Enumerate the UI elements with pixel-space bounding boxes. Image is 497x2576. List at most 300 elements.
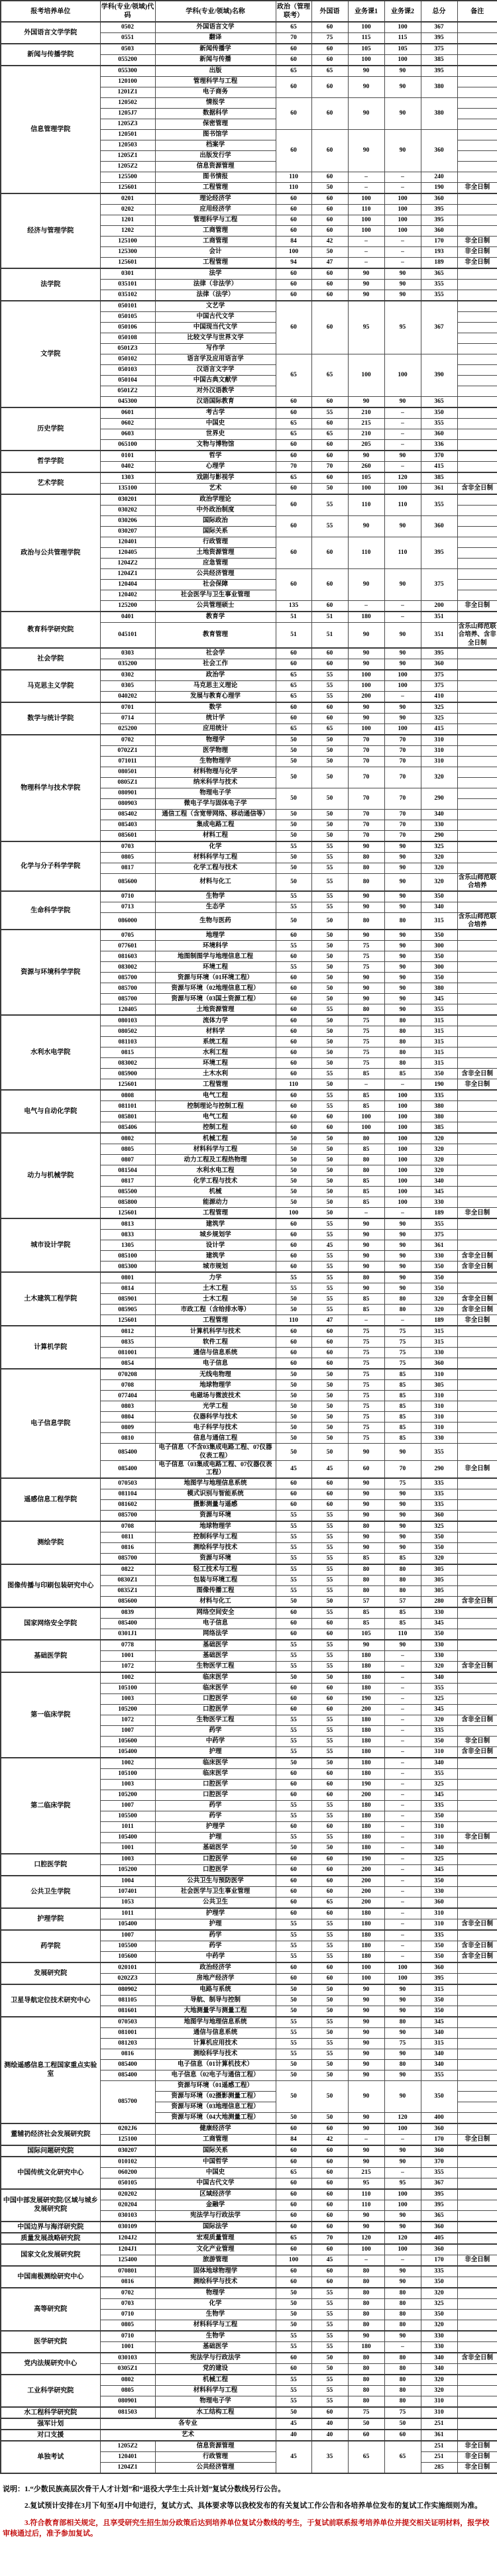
code-cell: 0817 <box>100 1176 155 1187</box>
score-cell: 55 <box>311 1640 348 1651</box>
score-cell: 100 <box>384 193 421 205</box>
score-cell: 55 <box>276 841 311 853</box>
score-cell: 110 <box>276 183 311 194</box>
score-cell: 55 <box>311 2309 348 2320</box>
college-cell: 工业科学研究院 <box>1 2375 100 2407</box>
remark-cell <box>457 429 497 440</box>
score-cell: – <box>348 172 384 183</box>
score-cell: 90 <box>348 1984 384 1996</box>
score-cell: 95 <box>384 2178 421 2189</box>
program-name-cell: 出版 <box>155 66 276 77</box>
remark-cell <box>457 863 497 874</box>
program-name-cell: 哲学 <box>155 451 276 462</box>
score-cell: 85 <box>348 1553 384 1564</box>
remark-cell: 含非全日制 <box>457 1261 497 1273</box>
score-cell: 90 <box>384 397 421 408</box>
score-cell: 90 <box>384 891 421 902</box>
code-cell: 085900 <box>100 1069 155 1079</box>
score-cell: 70 <box>384 810 421 820</box>
program-name-cell: 软件工程 <box>155 1337 276 1348</box>
remark-cell <box>457 1704 497 1715</box>
total-cell: 330 <box>421 1348 457 1358</box>
program-name-cell: 生物学 <box>155 2331 276 2342</box>
code-cell: 085400 <box>100 2070 155 2080</box>
program-name-cell: 管理科学与工程 <box>155 215 276 226</box>
remark-cell <box>457 1995 497 2006</box>
remark-cell <box>457 472 497 484</box>
remark-cell <box>457 612 497 623</box>
score-cell: 60 <box>276 1261 311 1273</box>
program-name-cell: 政治学理论 <box>155 494 276 506</box>
program-name-cell: 中国哲学 <box>155 2157 276 2168</box>
score-cell: 50 <box>276 1133 311 1144</box>
total-cell: 340 <box>421 902 457 912</box>
score-cell: 90 <box>384 1542 421 1553</box>
score-cell: 70 <box>384 820 421 831</box>
code-cell: 0802 <box>100 1133 155 1144</box>
score-cell: 90 <box>384 66 421 77</box>
score-cell: 60 <box>276 215 311 226</box>
total-cell: 350 <box>421 1283 457 1294</box>
remark-cell <box>457 1230 497 1240</box>
score-cell: 60 <box>276 1779 311 1790</box>
score-cell: 100 <box>348 1112 384 1122</box>
score-cell: 100 <box>348 1973 384 1984</box>
score-cell: 50 <box>311 1079 348 1091</box>
code-cell: 105200 <box>100 1790 155 1800</box>
score-cell: – <box>384 612 421 623</box>
remark-cell: 含乐山师范联合培养、含非全日制 <box>457 623 497 649</box>
program-name-cell: 信息资源管理 <box>155 2441 276 2452</box>
total-cell: 355 <box>421 1683 457 1693</box>
remark-cell <box>457 151 497 162</box>
score-cell: 90 <box>384 98 421 130</box>
score-cell: 55 <box>276 1715 311 1725</box>
score-cell: 60 <box>276 226 311 237</box>
program-name-cell: 药学 <box>155 1941 276 1951</box>
program-name-cell: 马克思主义理论 <box>155 681 276 692</box>
score-cell: 55 <box>276 2375 311 2386</box>
score-cell: 90 <box>384 973 421 983</box>
code-cell: 125100 <box>100 237 155 247</box>
score-cell: 90 <box>384 623 421 649</box>
code-cell: 040202 <box>100 692 155 703</box>
remark-cell <box>457 1779 497 1790</box>
remark-cell <box>457 1015 497 1026</box>
remark-cell <box>457 590 497 601</box>
score-cell: 55 <box>311 1553 348 1564</box>
code-cell: 035200 <box>100 659 155 671</box>
score-cell: 80 <box>348 863 384 874</box>
program-name-cell: 土地资源管理 <box>155 548 276 559</box>
score-cell: 60 <box>276 1821 311 1832</box>
score-cell: 60 <box>311 215 348 226</box>
score-cell: 80 <box>348 2385 384 2396</box>
remark-cell <box>457 301 497 312</box>
program-name-cell: 临床医学 <box>155 1758 276 1769</box>
score-cell: 80 <box>384 2298 421 2309</box>
program-name-cell: 法学 <box>155 268 276 280</box>
score-cell: 75 <box>384 2038 421 2049</box>
score-cell: 70 <box>348 831 384 842</box>
score-cell: 90 <box>348 1444 384 1461</box>
score-cell: 75 <box>348 941 384 951</box>
score-cell: 100 <box>384 1176 421 1187</box>
program-name-cell: 图像传播工程 <box>155 1585 276 1596</box>
code-cell: 065100 <box>100 440 155 451</box>
score-cell: 50 <box>276 1444 311 1461</box>
score-cell: 50 <box>276 1422 311 1433</box>
score-cell: – <box>384 692 421 703</box>
total-cell: 355 <box>421 1444 457 1461</box>
score-cell: 60 <box>311 2244 348 2255</box>
remark-cell <box>457 215 497 226</box>
total-cell: 350 <box>421 930 457 941</box>
score-cell: 55 <box>311 1951 348 1962</box>
score-cell: 45 <box>276 1461 311 1478</box>
remark-cell <box>457 1391 497 1401</box>
score-cell: 90 <box>384 951 421 962</box>
score-cell: 55 <box>276 1832 311 1843</box>
score-cell: 75 <box>348 1337 384 1348</box>
remark-cell <box>457 2266 497 2277</box>
total-cell: 360 <box>421 130 457 172</box>
code-cell: 0817 <box>100 863 155 874</box>
score-cell: 120 <box>384 2233 421 2244</box>
remark-cell <box>457 386 497 397</box>
score-cell: 50 <box>311 951 348 962</box>
code-cell: 030202 <box>100 506 155 516</box>
program-name-cell: 大地测量学与测量工程 <box>155 2006 276 2017</box>
program-name-cell: 图书馆学 <box>155 130 276 140</box>
code-cell: 120405 <box>100 1004 155 1016</box>
college-cell: 国家文化发展研究院 <box>1 2244 100 2266</box>
total-cell: 355 <box>421 2070 457 2080</box>
score-cell: 100 <box>348 226 384 237</box>
remark-cell <box>457 930 497 941</box>
remark-cell <box>457 902 497 912</box>
score-cell: 50 <box>311 788 348 810</box>
code-cell: 050101 <box>100 301 155 312</box>
code-cell: 105400 <box>100 1746 155 1758</box>
code-cell: 080901 <box>100 788 155 799</box>
remark-cell <box>457 841 497 853</box>
score-cell: 50 <box>311 1596 348 1607</box>
score-cell: – <box>384 1661 421 1672</box>
remark-cell <box>457 1930 497 1941</box>
score-cell: 51 <box>311 612 348 623</box>
score-cell: 80 <box>384 2396 421 2407</box>
score-cell: – <box>384 1800 421 1811</box>
score-cell: 50 <box>311 1433 348 1444</box>
total-cell: 320 <box>421 1305 457 1315</box>
code-cell: 020101 <box>100 1962 155 1974</box>
score-cell: 60 <box>276 1908 311 1919</box>
total-cell: 367 <box>421 2178 457 2189</box>
program-name-cell: 电磁场与微波技术 <box>155 1391 276 1401</box>
score-cell: 60 <box>276 1230 311 1240</box>
score-cell: 90 <box>348 2222 384 2233</box>
code-cell: 1204Z2 <box>100 559 155 569</box>
score-cell: 60 <box>311 569 348 601</box>
score-cell: 60 <box>311 2200 348 2210</box>
program-name-cell: 控制工程 <box>155 1122 276 1134</box>
score-cell: 60 <box>276 1499 311 1510</box>
code-cell: 0702 <box>100 735 155 746</box>
score-cell: 70 <box>384 831 421 842</box>
score-cell: 100 <box>348 724 384 735</box>
score-cell: 75 <box>348 1026 384 1037</box>
score-cell: 85 <box>348 1294 384 1305</box>
score-cell: 60 <box>384 2430 421 2441</box>
program-name-cell: 国际法学 <box>155 2222 276 2233</box>
program-name-cell: 各专业 <box>100 2418 276 2430</box>
score-cell: 60 <box>311 172 348 183</box>
program-name-cell: 轻工技术与工程 <box>155 1564 276 1576</box>
total-cell: 400 <box>421 2112 457 2123</box>
remark-cell <box>457 1607 497 1619</box>
score-cell: 80 <box>348 1521 384 1532</box>
program-name-cell: 护理 <box>155 1832 276 1843</box>
code-cell: 0702 <box>100 2288 155 2299</box>
score-cell: 60 <box>276 1218 311 1230</box>
total-cell: 350 <box>421 1261 457 1273</box>
remark-cell <box>457 1672 497 1684</box>
program-name-cell: 市政工程（含给排水等） <box>155 1305 276 1315</box>
score-cell: 90 <box>348 1240 384 1251</box>
score-cell: 60 <box>276 702 311 714</box>
score-cell: 55 <box>311 1294 348 1305</box>
code-cell: 1002 <box>100 1758 155 1769</box>
score-cell: 80 <box>348 1564 384 1576</box>
score-cell: 55 <box>276 2331 311 2342</box>
remark-cell <box>457 1026 497 1037</box>
score-cell: 90 <box>384 2006 421 2017</box>
program-name-cell: 临床医学 <box>155 1672 276 1684</box>
score-cell: 55 <box>276 1725 311 1736</box>
code-cell: 0601 <box>100 407 155 419</box>
remark-cell: 含非全日制 <box>457 1294 497 1305</box>
code-cell: 080902 <box>100 1984 155 1996</box>
remark-cell <box>457 205 497 215</box>
total-cell: 305 <box>421 1564 457 1576</box>
remark-cell <box>457 2375 497 2386</box>
code-cell: 107401 <box>100 1886 155 1897</box>
code-cell: 085905 <box>100 1305 155 1315</box>
score-cell: – <box>384 1908 421 1919</box>
score-cell: – <box>384 258 421 269</box>
code-cell: 125200 <box>100 601 155 612</box>
total-cell: 320 <box>421 1155 457 1165</box>
program-name-cell: 材料科学与工程 <box>155 2320 276 2331</box>
college-cell: 经济与管理学院 <box>1 193 100 268</box>
remark-cell <box>457 22 497 33</box>
code-cell: 060200 <box>100 2167 155 2178</box>
score-cell: 60 <box>311 537 348 569</box>
remark-cell <box>457 2167 497 2178</box>
score-cell: 110 <box>348 2200 384 2210</box>
code-cell: 0809 <box>100 1422 155 1433</box>
score-cell: 110 <box>276 172 311 183</box>
college-cell: 发展研究院 <box>1 1962 100 1984</box>
score-cell: 55 <box>276 1272 311 1283</box>
code-cell: 080103 <box>100 1015 155 1026</box>
total-cell: 380 <box>421 1112 457 1122</box>
score-cell: 50 <box>311 1758 348 1769</box>
total-cell: 340 <box>421 2059 457 2070</box>
college-cell: 马克思主义学院 <box>1 670 100 702</box>
score-cell: 55 <box>311 1218 348 1230</box>
code-cell: 125100 <box>100 2134 155 2145</box>
code-cell: 0833 <box>100 1230 155 1240</box>
total-cell: 360 <box>421 226 457 237</box>
score-cell: 50 <box>276 1843 311 1854</box>
program-name-cell: 测绘科学与技术 <box>155 2049 276 2059</box>
program-name-cell: 基础医学 <box>155 2341 276 2353</box>
score-cell: 75 <box>384 1326 421 1337</box>
college-cell: 遥感信息工程学院 <box>1 1478 100 1521</box>
remark-cell <box>457 1489 497 1499</box>
score-cell: 90 <box>384 1510 421 1521</box>
score-cell: – <box>384 2134 421 2145</box>
total-cell: 325 <box>421 702 457 714</box>
program-name-cell: 化学 <box>155 2298 276 2309</box>
program-name-cell: 化学 <box>155 841 276 853</box>
program-name-cell: 国际政治 <box>155 516 276 527</box>
total-cell: 290 <box>421 1461 457 1478</box>
remark-cell <box>457 109 497 119</box>
score-cell: 110 <box>348 205 384 215</box>
score-cell: 55 <box>276 1510 311 1521</box>
remark-cell <box>457 1725 497 1736</box>
college-cell: 信息管理学院 <box>1 66 100 193</box>
total-cell: 360 <box>421 1510 457 1521</box>
score-cell: 65 <box>311 66 348 77</box>
score-cell: 60 <box>311 1489 348 1499</box>
college-cell: 水工程科学研究院 <box>1 2407 100 2418</box>
score-cell: 60 <box>276 1337 311 1348</box>
program-name-cell: 发展与教育心理学 <box>155 692 276 703</box>
remark-cell <box>457 548 497 559</box>
program-name-cell: 行政管理 <box>155 537 276 548</box>
remark-cell <box>457 1650 497 1661</box>
code-cell: 0703 <box>100 841 155 853</box>
code-cell: 035101 <box>100 280 155 290</box>
remark-cell <box>457 2145 497 2157</box>
score-cell: 90 <box>384 77 421 98</box>
score-cell: 50 <box>311 1843 348 1854</box>
code-cell: 0778 <box>100 1640 155 1651</box>
score-cell: 80 <box>348 2320 384 2331</box>
score-cell: 50 <box>311 1422 348 1433</box>
program-name-cell: 生物医学工程 <box>155 1715 276 1725</box>
score-cell: 50 <box>276 912 311 930</box>
score-cell: 60 <box>311 1704 348 1715</box>
total-cell: 200 <box>421 601 457 612</box>
remark-cell: 非全日制 <box>457 2255 497 2266</box>
score-cell: 55 <box>276 1941 311 1951</box>
remark-cell <box>457 1218 497 1230</box>
score-cell: 55 <box>311 1101 348 1112</box>
score-cell: 100 <box>384 1122 421 1134</box>
program-name-cell: 应用经济学 <box>155 205 276 215</box>
score-cell: 90 <box>348 2123 384 2135</box>
score-cell: 51 <box>311 623 348 649</box>
code-cell: 0811 <box>100 1532 155 1542</box>
program-name-cell: 工程管理 <box>155 183 276 194</box>
remark-cell <box>457 462 497 473</box>
score-cell: 180 <box>348 1746 384 1758</box>
score-cell: 90 <box>384 1640 421 1651</box>
score-cell: 180 <box>348 1768 384 1779</box>
score-cell: 90 <box>384 930 421 941</box>
total-cell: 350 <box>421 1272 457 1283</box>
score-cell: 85 <box>348 1187 384 1197</box>
program-name-cell: 行政管理 <box>155 2451 276 2462</box>
total-cell: 340 <box>421 2027 457 2038</box>
total-cell: 310 <box>421 1391 457 1401</box>
college-cell: 中国传统文化研究中心 <box>1 2157 100 2189</box>
total-cell: 350 <box>421 951 457 962</box>
score-cell: 75 <box>348 1369 384 1380</box>
score-cell: – <box>384 1790 421 1800</box>
remark-cell <box>457 2027 497 2038</box>
score-cell: 55 <box>311 1800 348 1811</box>
program-name-cell: 水工结构工程 <box>155 2407 276 2418</box>
table-header <box>1 1 497 22</box>
score-cell: 100 <box>384 1112 421 1122</box>
college-cell: 中国边界与海洋研究院 <box>1 2222 100 2233</box>
remark-cell <box>457 290 497 301</box>
remark-cell <box>457 559 497 569</box>
score-cell: 50 <box>276 2080 311 2112</box>
remark-cell <box>457 735 497 746</box>
score-cell: 55 <box>276 1553 311 1564</box>
score-cell: 75 <box>384 2407 421 2418</box>
remark-cell <box>457 1962 497 1974</box>
score-cell: 90 <box>384 2210 421 2222</box>
total-cell: 375 <box>421 1230 457 1240</box>
total-cell: 350 <box>421 2277 457 2288</box>
score-cell: 80 <box>348 1575 384 1585</box>
program-name-cell: 法律（非法学） <box>155 280 276 290</box>
column-header: 总分 <box>421 1 457 22</box>
score-cell: 65 <box>276 429 311 440</box>
score-cell: 75 <box>384 1358 421 1369</box>
remark-cell <box>457 2017 497 2028</box>
score-cell: 90 <box>348 659 384 671</box>
score-cell: 180 <box>348 1930 384 1941</box>
score-cell: 90 <box>348 1283 384 1294</box>
score-cell: 60 <box>276 1112 311 1122</box>
code-cell: 1003 <box>100 1779 155 1790</box>
score-cell: 55 <box>311 2375 348 2386</box>
score-cell: 50 <box>276 2112 311 2123</box>
code-cell: 0830Z1 <box>100 1575 155 1585</box>
note-2: 2.复试预计安排在3月下旬至4月中旬进行，复试方式、具体要求等以我校发布的有关复试工作公告和各培养单位发布的复试工作实施细则为准。 <box>25 2502 482 2510</box>
score-cell: 90 <box>348 2210 384 2222</box>
score-cell: 90 <box>384 1240 421 1251</box>
score-cell: 90 <box>348 1261 384 1273</box>
score-cell: – <box>384 601 421 612</box>
score-cell: – <box>384 183 421 194</box>
score-cell: 50 <box>311 1133 348 1144</box>
remark-cell: 含乐山师范联合培养 <box>457 874 497 891</box>
remark-cell <box>457 799 497 810</box>
program-name-cell: 中国古代文学 <box>155 312 276 323</box>
score-cell: 50 <box>311 1026 348 1037</box>
code-cell: 0501Z3 <box>100 344 155 354</box>
